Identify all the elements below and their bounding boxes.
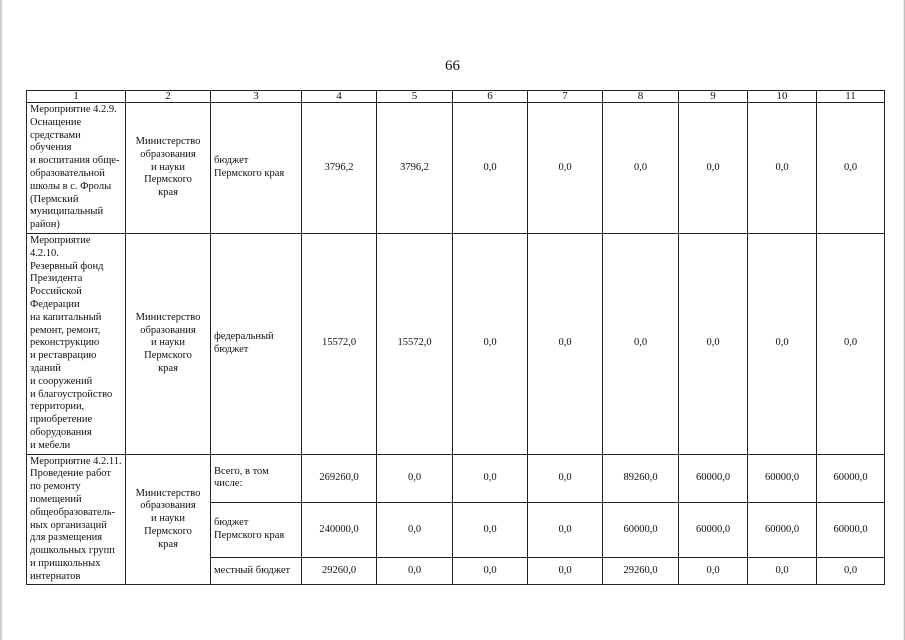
header-cell: 10 xyxy=(748,91,817,103)
table-row xyxy=(27,233,885,454)
value-cell: 15572,0 xyxy=(302,233,377,454)
header-cell: 5 xyxy=(377,91,453,103)
value-cell: 0,0 xyxy=(377,454,453,503)
source-cell: федеральный бюджет xyxy=(211,233,302,454)
value-cell: 0,0 xyxy=(679,558,748,585)
value-cell: 60000,0 xyxy=(679,503,748,558)
value-cell: 0,0 xyxy=(453,103,528,234)
value-cell: 60000,0 xyxy=(817,503,885,558)
executor-cell: Министерство образования и науки Пермского края xyxy=(126,454,211,585)
event-cell: Мероприятие 4.2.11. Проведение работ по ремонту помещений общеобразователь- ных организаций для размещения дошкольных групп и пришкольных интернатов xyxy=(27,454,126,585)
value-cell: 3796,2 xyxy=(302,103,377,234)
value-cell: 0,0 xyxy=(377,503,453,558)
value-cell: 0,0 xyxy=(453,233,528,454)
value-cell: 0,0 xyxy=(817,558,885,585)
value-cell: 269260,0 xyxy=(302,454,377,503)
source-cell: бюджет Пермского края xyxy=(211,103,302,234)
table-row xyxy=(27,454,885,503)
value-cell: 60000,0 xyxy=(679,454,748,503)
source-cell: Всего, в том числе: xyxy=(211,454,302,503)
value-cell: 0,0 xyxy=(817,103,885,234)
header-cell: 2 xyxy=(126,91,211,103)
value-cell: 0,0 xyxy=(528,503,603,558)
value-cell: 0,0 xyxy=(748,103,817,234)
value-cell: 3796,2 xyxy=(377,103,453,234)
value-cell: 29260,0 xyxy=(603,558,679,585)
value-cell: 29260,0 xyxy=(302,558,377,585)
source-cell: местный бюджет xyxy=(211,558,302,585)
value-cell: 60000,0 xyxy=(817,454,885,503)
budget-table xyxy=(26,90,885,585)
source-cell: бюджет Пермского края xyxy=(211,503,302,558)
value-cell: 0,0 xyxy=(453,454,528,503)
value-cell: 0,0 xyxy=(817,233,885,454)
value-cell: 0,0 xyxy=(603,233,679,454)
executor-cell: Министерство образования и науки Пермского края xyxy=(126,233,211,454)
header-cell: 3 xyxy=(211,91,302,103)
header-row xyxy=(27,91,885,103)
executor-cell: Министерство образования и науки Пермского края xyxy=(126,103,211,234)
header-cell: 7 xyxy=(528,91,603,103)
value-cell: 240000,0 xyxy=(302,503,377,558)
value-cell: 0,0 xyxy=(453,558,528,585)
value-cell: 0,0 xyxy=(679,103,748,234)
value-cell: 60000,0 xyxy=(748,454,817,503)
value-cell: 15572,0 xyxy=(377,233,453,454)
event-cell: Мероприятие 4.2.10. Резервный фонд Президента Российской Федерации на капитальный ремонт, ремонт, реконструкцию и реставрацию зданий и сооружений и благоустройство территории, приобретение оборудования и мебели xyxy=(27,233,126,454)
value-cell: 0,0 xyxy=(528,454,603,503)
page-number: 66 xyxy=(445,58,460,74)
value-cell: 0,0 xyxy=(748,233,817,454)
value-cell: 0,0 xyxy=(528,233,603,454)
value-cell: 0,0 xyxy=(453,503,528,558)
header-cell: 8 xyxy=(603,91,679,103)
header-cell: 9 xyxy=(679,91,748,103)
value-cell: 0,0 xyxy=(377,558,453,585)
value-cell: 60000,0 xyxy=(748,503,817,558)
value-cell: 0,0 xyxy=(748,558,817,585)
header-cell: 11 xyxy=(817,91,885,103)
value-cell: 60000,0 xyxy=(603,503,679,558)
header-cell: 4 xyxy=(302,91,377,103)
table-row xyxy=(27,103,885,234)
event-cell: Мероприятие 4.2.9. Оснащение средствами обучения и воспитания обще- образовательной школы в с. Фролы (Пермский муниципальный район) xyxy=(27,103,126,234)
header-cell: 1 xyxy=(27,91,126,103)
scan-edge-left xyxy=(0,0,3,640)
value-cell: 0,0 xyxy=(679,233,748,454)
value-cell: 0,0 xyxy=(603,103,679,234)
value-cell: 0,0 xyxy=(528,558,603,585)
header-cell: 6 xyxy=(453,91,528,103)
value-cell: 0,0 xyxy=(528,103,603,234)
value-cell: 89260,0 xyxy=(603,454,679,503)
